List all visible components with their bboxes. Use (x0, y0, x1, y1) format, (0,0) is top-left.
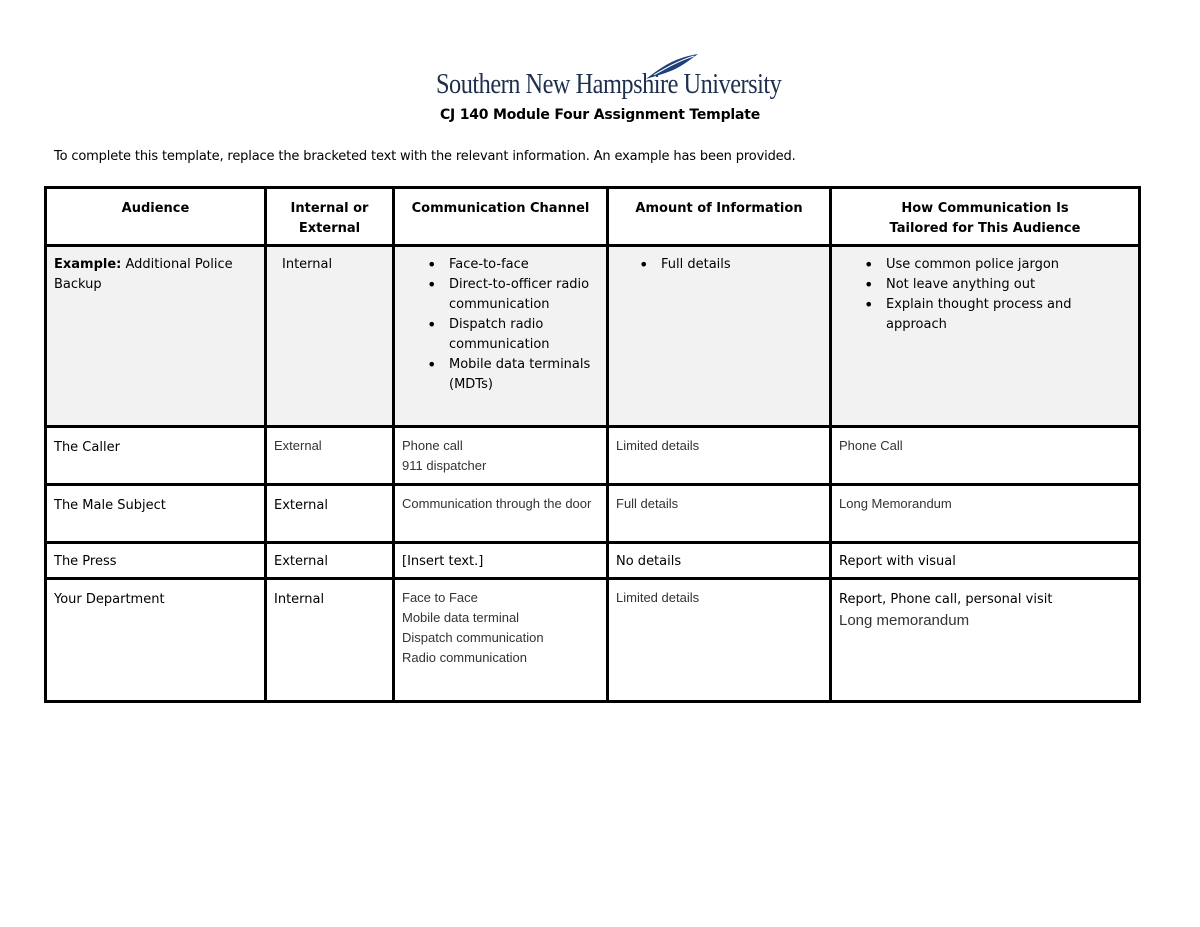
example-row (46, 246, 1140, 427)
channel-line: Radio communication (402, 650, 528, 665)
channel-cell (394, 427, 608, 485)
channel-line: Dispatch communication (402, 630, 544, 645)
audience-cell: The Male Subject (46, 485, 266, 543)
amount-cell: Limited details (608, 427, 831, 485)
channel-line: Mobile data terminal (402, 610, 520, 625)
type-cell: Internal (266, 579, 394, 702)
example-audience-cell (46, 246, 266, 427)
example-type-cell (266, 246, 394, 427)
list-item: • Dispatch radio communication (421, 315, 599, 355)
list-item: • Not leave anything out (858, 275, 1131, 295)
university-logo (430, 52, 782, 106)
example-audience: Additional Police Backup (54, 257, 233, 292)
tailoring-line: Report, Phone call, personal visit (839, 592, 1053, 607)
header-communication-channel: Communication Channel (394, 188, 608, 246)
list-item: • Full details (633, 255, 822, 275)
tailoring-cell (831, 579, 1140, 702)
example-type: Internal (282, 257, 333, 272)
header-internal-external: Internal or External (266, 188, 394, 246)
header-row (46, 188, 1140, 246)
list-item: • Mobile data terminals (MDTs) (421, 355, 599, 395)
example-tailoring-cell (831, 246, 1140, 427)
university-name: Southern New Hampshire University (436, 68, 782, 100)
channel-line: Face to Face (402, 590, 478, 605)
channel-cell (394, 579, 608, 702)
example-tailoring-list (858, 255, 1131, 335)
table-row (46, 543, 1140, 579)
document-title: CJ 140 Module Four Assignment Template (439, 107, 761, 123)
channel-cell: Communication through the door (394, 485, 608, 543)
type-cell: External (266, 427, 394, 485)
example-label: Example: (54, 257, 122, 272)
header-tailoring: How Communication Is Tailored for This Audience (831, 188, 1140, 246)
table-row (46, 427, 1140, 485)
audience-cell: The Press (46, 543, 266, 579)
list-item: • Explain thought process and approach (858, 295, 1131, 335)
table-row (46, 485, 1140, 543)
amount-cell: No details (608, 543, 831, 579)
channel-line: Phone call (402, 438, 463, 453)
amount-cell: Limited details (608, 579, 831, 702)
type-cell: External (266, 485, 394, 543)
example-amount-list (633, 255, 822, 275)
communication-table (44, 186, 1141, 703)
header-audience: Audience (46, 188, 266, 246)
example-channel-cell (394, 246, 608, 427)
channel-cell: [Insert text.] (394, 543, 608, 579)
amount-cell: Full details (608, 485, 831, 543)
tailoring-cell: Report with visual (831, 543, 1140, 579)
tailoring-line: Long memorandum (839, 612, 970, 629)
list-item: • Face-to-face (421, 255, 599, 275)
audience-cell: The Caller (46, 427, 266, 485)
header-amount-of-information: Amount of Information (608, 188, 831, 246)
tailoring-cell: Long Memorandum (831, 485, 1140, 543)
table-row (46, 579, 1140, 702)
tailoring-cell: Phone Call (831, 427, 1140, 485)
feather-icon (642, 52, 702, 82)
list-item: • Direct-to-officer radio communication (421, 275, 599, 315)
audience-cell: Your Department (46, 579, 266, 702)
type-cell: External (266, 543, 394, 579)
example-amount-cell (608, 246, 831, 427)
channel-line: 911 dispatcher (402, 458, 487, 473)
list-item: • Use common police jargon (858, 255, 1131, 275)
example-channel-list (421, 255, 599, 395)
instructions-text: To complete this template, replace the bracketed text with the relevant information. An example has been provided. (54, 149, 796, 164)
